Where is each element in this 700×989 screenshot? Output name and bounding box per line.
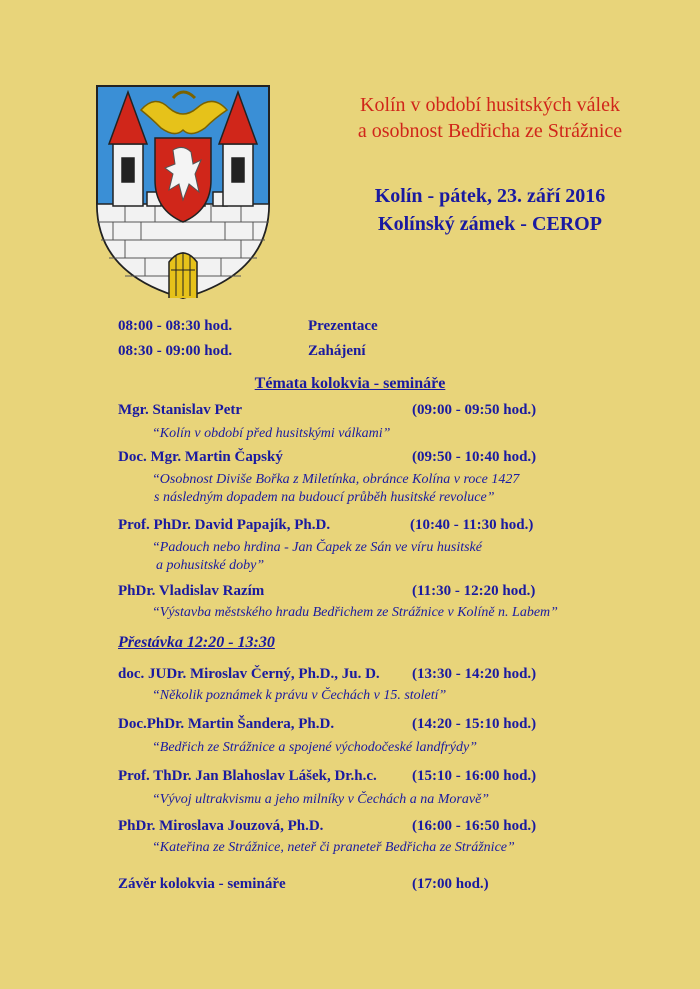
talk-title: “Padouch nebo hrdina - Jan Čapek ze Sán ve víru husitské <box>152 540 482 555</box>
talk-title: a pohusitské doby” <box>156 558 265 573</box>
schedule-label: Zahájení <box>308 343 366 359</box>
speaker-name: Prof. ThDr. Jan Blahoslav Lášek, Dr.h.c. <box>118 768 377 784</box>
talk-title: “Výstavba městského hradu Bedřichem ze Strážnice v Kolíně n. Labem” <box>152 605 558 620</box>
break-label: Přestávka 12:20 - 13:30 <box>118 634 275 651</box>
talk-time: (16:00 - 16:50 hod.) <box>412 818 537 834</box>
talk-time: (09:50 - 10:40 hod.) <box>412 449 537 465</box>
schedule-time: 08:00 - 08:30 hod. <box>118 318 233 334</box>
talk-title: “Vývoj ultrakvismu a jeho milníky v Čechách a na Moravě” <box>152 792 490 807</box>
schedule-time: 08:30 - 09:00 hod. <box>118 343 233 359</box>
closing-time: (17:00 hod.) <box>412 876 489 892</box>
talk-time: (14:20 - 15:10 hod.) <box>412 716 537 732</box>
closing-label: Závěr kolokvia - semináře <box>118 876 286 892</box>
kolin-coat-of-arms-icon <box>95 84 271 300</box>
title-line-1: Kolín v období husitských válek <box>360 94 620 116</box>
speaker-name: Prof. PhDr. David Papajík, Ph.D. <box>118 517 331 533</box>
venue-line: Kolínský zámek - CEROP <box>378 213 602 235</box>
talk-title: “Kolín v období před husitskými válkami” <box>152 426 391 441</box>
talk-time: (11:30 - 12:20 hod.) <box>412 583 536 599</box>
talk-title: s následným dopadem na budoucí průběh husitské revoluce” <box>154 490 495 505</box>
talk-time: (13:30 - 14:20 hod.) <box>412 666 537 682</box>
event-subtitle <box>330 182 650 238</box>
title-line-2: a osobnost Bedřicha ze Strážnice <box>357 120 623 142</box>
speaker-name: PhDr. Vladislav Razím <box>118 583 265 599</box>
date-line: Kolín - pátek, 23. září 2016 <box>374 185 606 207</box>
speaker-name: doc. JUDr. Miroslav Černý, Ph.D., Ju. D. <box>118 666 380 682</box>
talk-time: (15:10 - 16:00 hod.) <box>412 768 537 784</box>
talk-time: (10:40 - 11:30 hod.) <box>410 517 534 533</box>
talk-title: “Bedřich ze Strážnice a spojené východočeské landfrýdy” <box>152 740 478 755</box>
speaker-name: Mgr. Stanislav Petr <box>118 402 243 418</box>
schedule-label: Prezentace <box>308 318 378 334</box>
section-heading: Témata kolokvia - semináře <box>254 375 446 392</box>
talk-title: “Osobnost Diviše Bořka z Miletínka, obránce Kolína v roce 1427 <box>152 472 520 487</box>
talk-title: “Kateřina ze Strážnice, neteř či praneteř Bedřicha ze Strážnice” <box>152 840 515 855</box>
talk-time: (09:00 - 09:50 hod.) <box>412 402 537 418</box>
event-title <box>300 92 680 144</box>
speaker-name: Doc. Mgr. Martin Čapský <box>118 449 283 465</box>
talk-title: “Několik poznámek k právu v Čechách v 15. století” <box>152 688 447 703</box>
speaker-name: Doc.PhDr. Martin Šandera, Ph.D. <box>118 716 335 732</box>
speaker-name: PhDr. Miroslava Jouzová, Ph.D. <box>118 818 324 834</box>
